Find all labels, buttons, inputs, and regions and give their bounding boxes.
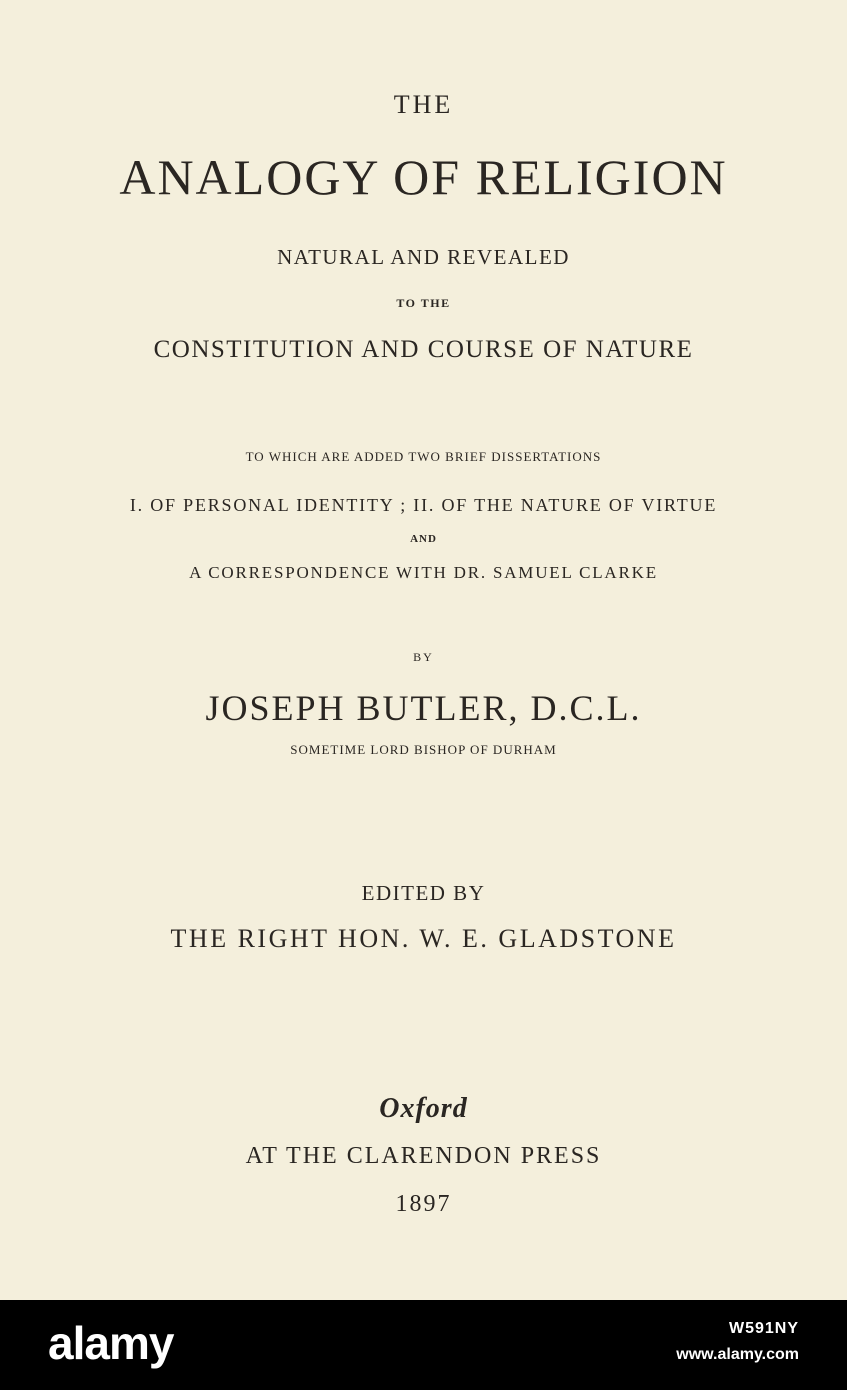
author-name: JOSEPH BUTLER, D.C.L. xyxy=(205,688,642,728)
additions-intro: TO WHICH ARE ADDED TWO BRIEF DISSERTATIONS xyxy=(245,449,602,464)
dissertations-line: I. OF PERSONAL IDENTITY ; II. OF THE NATURE OF VIRTUE xyxy=(129,495,718,515)
stock-url: www.alamy.com xyxy=(676,1346,799,1363)
publisher-name: AT THE CLARENDON PRESS xyxy=(245,1143,602,1169)
and-connector: AND xyxy=(410,533,437,545)
correspondence-line: A CORRESPONDENCE WITH DR. SAMUEL CLARKE xyxy=(189,563,658,582)
book-title: ANALOGY OF RELIGION xyxy=(119,149,728,205)
subtitle-connector: TO THE xyxy=(396,296,451,310)
by-line: BY xyxy=(413,650,434,664)
edited-by-label: EDITED BY xyxy=(361,881,486,905)
author-title: SOMETIME LORD BISHOP OF DURHAM xyxy=(290,742,557,757)
image-id: W591NY xyxy=(728,1320,799,1337)
book-subtitle-2: CONSTITUTION AND COURSE OF NATURE xyxy=(153,336,694,363)
editor-name: THE RIGHT HON. W. E. GLADSTONE xyxy=(170,924,677,953)
alamy-logo: alamy xyxy=(48,1317,174,1369)
publication-place: Oxford xyxy=(379,1093,468,1124)
title-article: THE xyxy=(393,90,454,119)
stock-photo-banner xyxy=(0,1300,847,1390)
publication-year: 1897 xyxy=(395,1191,452,1217)
book-subtitle: NATURAL AND REVEALED xyxy=(277,245,570,269)
